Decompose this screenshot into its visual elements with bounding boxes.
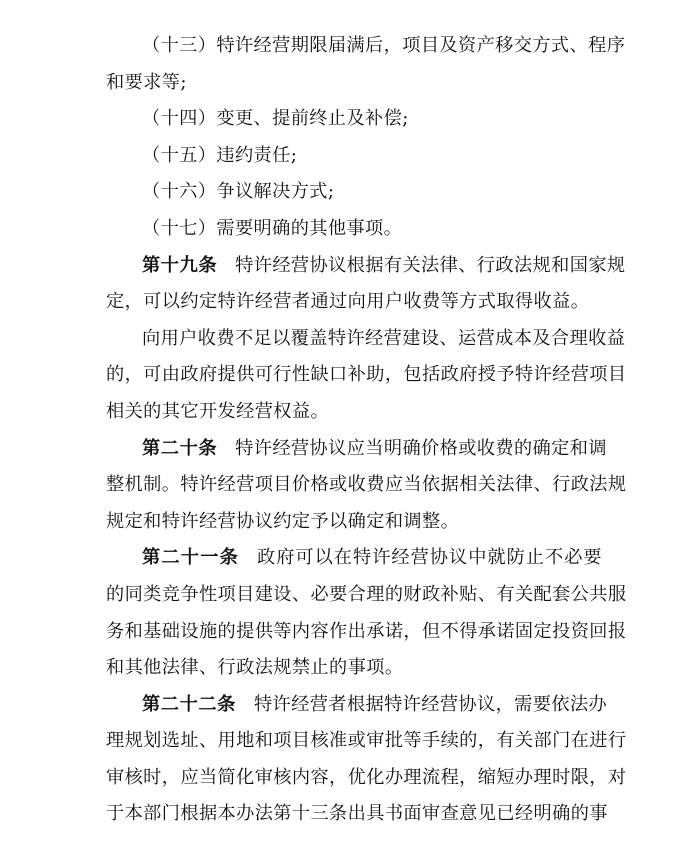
text-line [106,504,602,541]
line-text: 理规划选址、用地和项目核准或审批等手续的，有关部门在进行 [106,730,627,752]
text-line [106,467,627,504]
line-text: 和其他法律、行政法规禁止的事项。 [106,657,404,679]
article-line [106,540,602,577]
line-text: 整机制。特许经营项目价格或收费应当依据相关法律、行政法规 [106,474,627,496]
line-text: 特许经营协议应当明确价格或收费的确定和调 [235,437,607,459]
line-text: （十六）争议解决方式; [142,181,335,203]
text-line [106,211,602,248]
article-line [106,687,608,724]
text-line [106,614,627,651]
line-text: （十七）需要明确的其他事项。 [142,217,403,239]
article-line [106,248,626,285]
line-text: 务和基础设施的提供等内容作出承诺，但不得承诺固定投资回报 [106,620,627,642]
text-line [106,577,627,614]
text-line [106,357,627,394]
text-line [106,650,602,687]
document-body [106,28,627,833]
article-line [106,431,607,468]
article-heading: 第二十一条 [142,547,239,569]
line-text: （十五）违约责任; [142,144,298,166]
text-line [106,796,608,833]
document-page [106,28,627,833]
text-line [106,28,626,65]
line-text: 审核时，应当简化审核内容，优化办理流程，缩短办理时限，对 [106,766,627,788]
text-line [106,138,602,175]
article-heading: 第二十条 [142,437,218,459]
line-text: 于本部门根据本办法第十三条出具书面审查意见已经明确的事 [106,803,608,825]
line-text: 相关的其它开发经营权益。 [106,400,330,422]
line-text: 政府可以在特许经营协议中就防止不必要 [257,547,602,569]
article-heading: 第十九条 [142,254,218,276]
text-line [106,723,627,760]
text-line [106,101,602,138]
line-text: 定，可以约定特许经营者通过向用户收费等方式取得收益。 [106,291,590,313]
text-line [106,174,602,211]
line-text: 规定和特许经营协议约定予以确定和调整。 [106,510,460,532]
line-text: （十四）变更、提前终止及补偿; [142,108,409,130]
text-line [106,65,602,102]
text-line [106,284,602,321]
line-text: 向用户收费不足以覆盖特许经营建设、运营成本及合理收益 [142,327,626,349]
text-line [106,760,627,797]
line-text: 特许经营协议根据有关法律、行政法规和国家规 [235,254,626,276]
article-heading: 第二十二条 [142,693,236,715]
line-text: 的同类竞争性项目建设、必要合理的财政补贴、有关配套公共服 [106,583,627,605]
line-text: 的，可由政府提供可行性缺口补助，包括政府授予特许经营项目 [106,364,627,386]
line-text: 特许经营者根据特许经营协议，需要依法办 [253,693,608,715]
line-text: 和要求等; [106,71,187,93]
text-line [106,321,626,358]
text-line [106,394,602,431]
line-text: （十三）特许经营期限届满后，项目及资产移交方式、程序 [142,35,626,56]
